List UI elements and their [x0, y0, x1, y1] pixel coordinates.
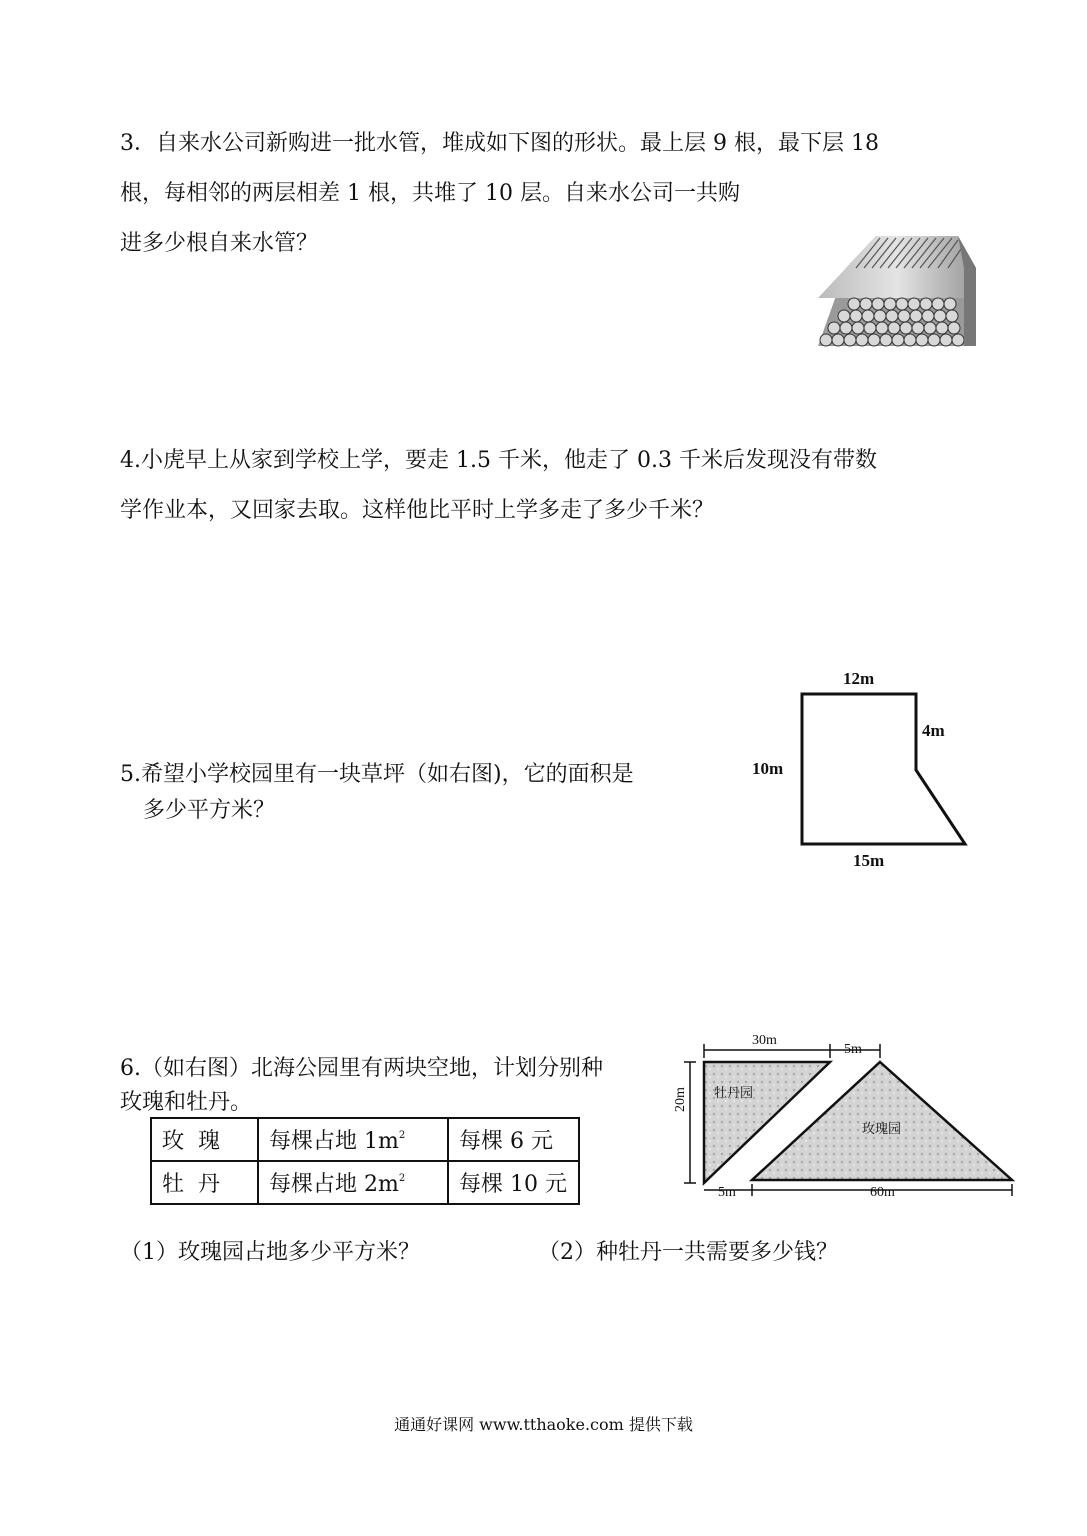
footer: 通通好课网 www.tthaoke.com 提供下载	[394, 1415, 693, 1434]
q3-line-1: 3．自来水公司新购进一批水管，堆成如下图的形状。最上层 9 根，最下层 18	[120, 131, 879, 156]
q6-sub-question-2: （2）种牡丹一共需要多少钱？	[538, 1240, 838, 1265]
park-top-label: 30m	[752, 1033, 777, 1048]
table-cell: 牡丹	[151, 1161, 258, 1204]
lawn-top-label: 12m	[843, 669, 875, 688]
table-cell: 每棵占地 $1m^2$	[258, 1118, 448, 1161]
park-left-label: 20m	[673, 1087, 688, 1112]
q3-line-2: 根，每相邻的两层相差 1 根，共堆了 10 层。自来水公司一共购	[120, 181, 740, 206]
table-cell: 每棵 6 元	[448, 1118, 579, 1161]
q5-line-2: 多少平方米？	[143, 798, 276, 823]
q6-sub-question-1: （1）玫瑰园占地多少平方米？	[120, 1240, 420, 1265]
peony-plot-label: 牡丹园	[714, 1085, 754, 1100]
q3-line-3: 进多少根自来水管？	[120, 231, 319, 256]
q5-line-1: 5.希望小学校园里有一块草坪（如右图)，它的面积是	[120, 762, 634, 787]
park-top-right-label: 5m	[844, 1042, 862, 1057]
table-cell: 每棵 10 元	[448, 1161, 579, 1204]
table-cell: 每棵占地 $2m^2$	[258, 1161, 448, 1204]
q6-line-2: 玫瑰和牡丹。	[120, 1090, 253, 1115]
rose-plot-label: 玫瑰园	[862, 1121, 902, 1136]
q4-line-2: 学作业本，又回家去取。这样他比平时上学多走了多少千米？	[120, 498, 715, 523]
q6-line-1: 6.（如右图）北海公园里有两块空地，计划分别种	[120, 1056, 603, 1081]
lawn-bottom-label: 15m	[853, 851, 885, 870]
q4-line-1: 4.小虎早上从家到学校上学，要走 1.5 千米，他走了 0.3 千米后发现没有带数	[120, 448, 877, 473]
lawn-right-label: 4m	[922, 721, 945, 740]
table-cell: 玫瑰	[151, 1118, 258, 1161]
park-bottom-label: 60m	[870, 1185, 895, 1200]
lawn-left-label: 10m	[752, 759, 784, 778]
park-bottom-left-label: 5m	[718, 1185, 736, 1200]
